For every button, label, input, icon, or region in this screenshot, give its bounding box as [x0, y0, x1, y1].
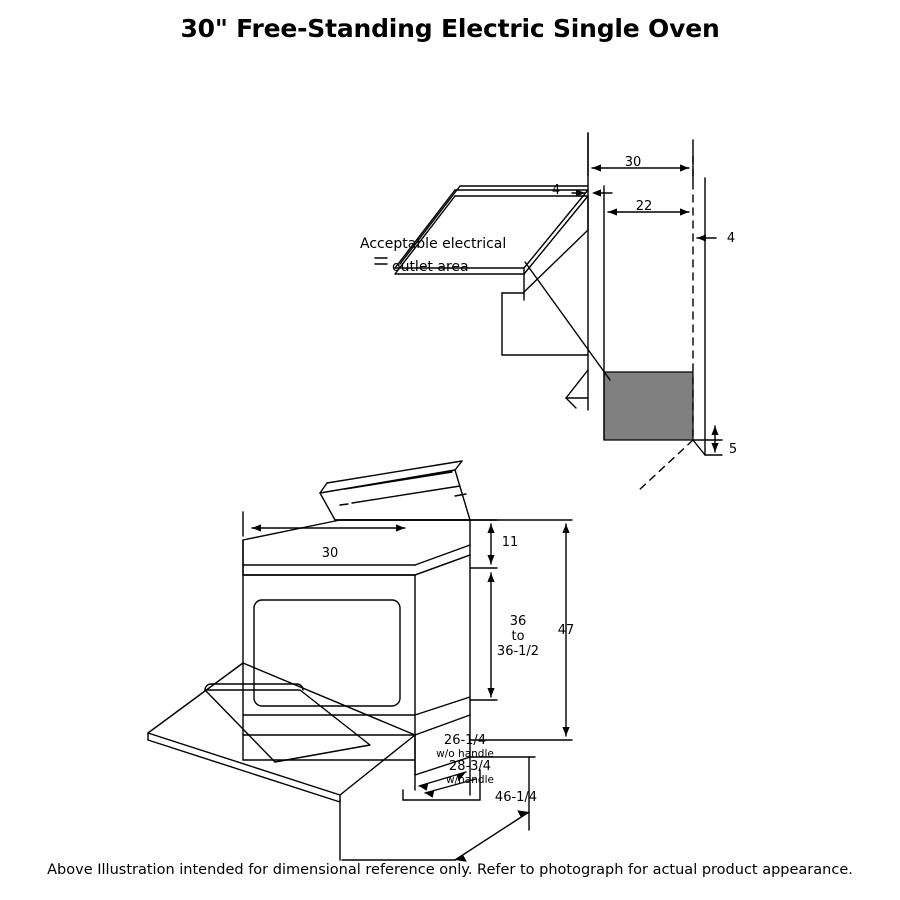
- wall-outlet-view: [375, 133, 722, 492]
- illustration-footnote: Above Illustration intended for dimensional reference only. Refer to photograph for actual product appearance.: [47, 862, 853, 878]
- label-backguard-height-11: 11: [501, 535, 519, 550]
- label-wall-width-30: 30: [624, 155, 642, 170]
- label-depth-no-handle: w/o handle: [436, 748, 494, 760]
- outlet-note-line1: Acceptable electrical: [360, 236, 507, 252]
- label-depth-26-1-4: 26-1/4: [443, 733, 487, 748]
- label-total-height-47: 47: [557, 623, 575, 638]
- diagram-labels: [322, 155, 737, 805]
- label-counter-height-36: 36: [509, 614, 527, 629]
- label-wall-offset-left-4: 4: [551, 183, 561, 198]
- label-door-open-depth-46-1-4: 46-1/4: [494, 790, 538, 805]
- label-depth-with-handle: w/handle: [446, 774, 494, 786]
- label-cooktop-width-30: 30: [321, 546, 339, 561]
- label-depth-28-3-4: 28-3/4: [448, 759, 492, 774]
- label-outlet-height-5: 5: [728, 442, 738, 457]
- outlet-note-line2: outlet area: [392, 259, 469, 275]
- label-wall-offset-right-4: 4: [726, 231, 736, 246]
- label-counter-height-to: to: [511, 629, 525, 644]
- label-wall-inner-22: 22: [635, 199, 653, 214]
- label-counter-height-36-1-2: 36-1/2: [496, 644, 540, 659]
- page-title: 30" Free-Standing Electric Single Oven: [180, 14, 720, 43]
